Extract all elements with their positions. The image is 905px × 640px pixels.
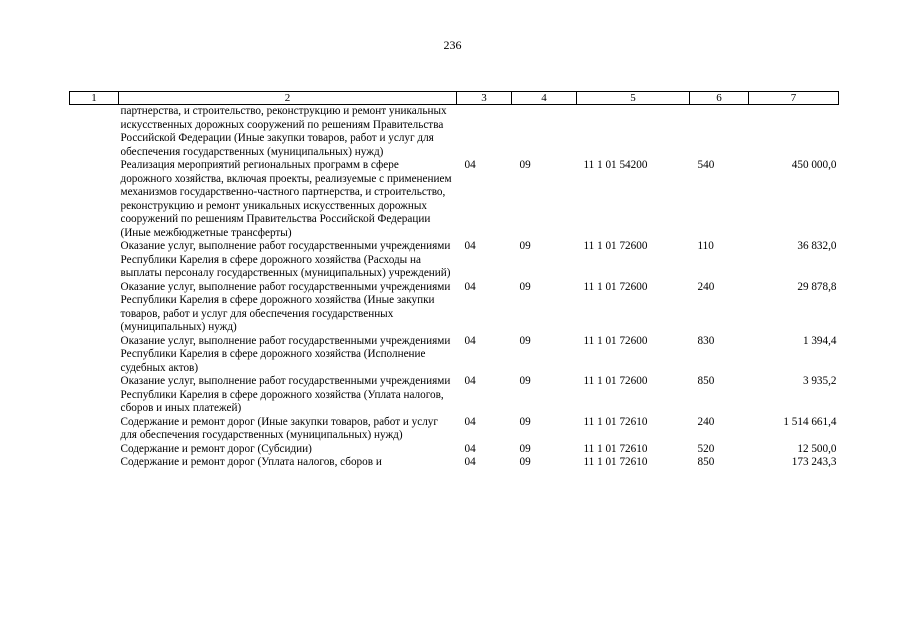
expense-name: Оказание услуг, выполнение работ государственными учреждениями Республики Карелия в сфере дорожного хозяйства (Уплата налогов, сборов и иных платежей): [120, 375, 451, 414]
target-article-code: 11 1 01 72610: [583, 442, 648, 455]
expense-name: Реализация мероприятий региональных программ в сфере дорожного хозяйства, включая проекты, реализуемые с применением механизмов государственно-частного партнерства, и строительство, реконструкцию и ремонт уникальных искусственных дорожных сооружений по решениям Правительства Российской Федерации (Иные межбюджетные трансферты): [120, 159, 452, 239]
row-number-cell: [70, 159, 119, 240]
column-header-4: 4: [512, 92, 577, 105]
section-code: [457, 105, 512, 160]
subsection-code: 09: [519, 375, 531, 387]
column-header-1: 1: [70, 92, 119, 105]
table-row: [70, 375, 839, 416]
subsection-code: 09: [519, 456, 531, 468]
subsection-code: 09: [519, 415, 531, 428]
column-header-7: 7: [749, 92, 839, 105]
table-row: [70, 281, 839, 335]
column-header-5: 5: [577, 92, 690, 105]
table-row: [70, 105, 839, 160]
section-code: 04: [464, 334, 476, 347]
section-code: 04: [464, 456, 476, 468]
expense-type-code: 850: [697, 456, 715, 468]
section-code: 04: [464, 442, 476, 455]
table-row: [70, 456, 839, 470]
table-row: [70, 416, 839, 443]
expense-name: Оказание услуг, выполнение работ государственными учреждениями Республики Карелия в сфере дорожного хозяйства (Иные закупки товаров, работ и услуг для обеспечения государственных (муниципальных) нужд): [120, 280, 451, 333]
subsection-code: [512, 105, 577, 160]
column-header-3: 3: [457, 92, 512, 105]
row-number-cell: [70, 240, 119, 281]
expense-type-code: 830: [697, 334, 715, 347]
expense-type-code: 240: [697, 415, 715, 428]
table-row: [70, 335, 839, 376]
target-article-code: 11 1 01 72610: [583, 415, 648, 428]
expense-type-code: 850: [697, 375, 715, 387]
table-row: [70, 159, 839, 240]
page-number: 236: [443, 38, 462, 52]
row-number-cell: [70, 416, 119, 443]
target-article-code: 11 1 01 72600: [583, 280, 648, 293]
row-number-cell: [70, 456, 119, 470]
expense-name: Содержание и ремонт дорог (Субсидии): [120, 442, 312, 455]
expense-type-code: 520: [697, 442, 715, 455]
column-header-2: 2: [119, 92, 457, 105]
amount: 29 878,8: [797, 280, 837, 293]
subsection-code: 09: [519, 442, 531, 455]
section-code: 04: [464, 280, 476, 293]
amount: 173 243,3: [791, 456, 837, 468]
row-number-cell: [70, 281, 119, 335]
amount: 12 500,0: [797, 442, 837, 455]
section-code: 04: [464, 375, 476, 387]
amount: [749, 105, 839, 160]
target-article-code: 11 1 01 72600: [583, 375, 648, 387]
subsection-code: 09: [519, 159, 531, 171]
expense-name: Оказание услуг, выполнение работ государственными учреждениями Республики Карелия в сфере дорожного хозяйства (Исполнение судебных актов): [120, 334, 451, 374]
expense-name: Содержание и ремонт дорог (Уплата налогов, сборов и: [120, 456, 382, 468]
table-row: [70, 443, 839, 457]
expense-type-code: 110: [697, 240, 714, 252]
header-row: [70, 92, 839, 105]
target-article-code: 11 1 01 54200: [583, 159, 648, 171]
row-number-cell: [70, 375, 119, 416]
expense-type-code: [690, 105, 749, 160]
section-code: 04: [464, 240, 476, 252]
amount: 1 514 661,4: [783, 415, 837, 428]
subsection-code: 09: [519, 334, 531, 347]
row-number-cell: [70, 443, 119, 457]
target-article-code: 11 1 01 72600: [583, 240, 648, 252]
row-number-cell: [70, 335, 119, 376]
subsection-code: 09: [519, 240, 531, 252]
target-article-code: 11 1 01 72610: [583, 456, 648, 468]
row-number-cell: [70, 105, 119, 160]
table-row: [70, 240, 839, 281]
section-code: 04: [464, 415, 476, 428]
budget-table: [69, 91, 839, 470]
amount: 450 000,0: [791, 159, 837, 171]
expense-type-code: 540: [697, 159, 715, 171]
expense-name: Оказание услуг, выполнение работ государственными учреждениями Республики Карелия в сфере дорожного хозяйства (Расходы на выплаты персоналу государственных (муниципальных) учреждений): [120, 240, 451, 279]
amount: 1 394,4: [802, 334, 837, 347]
subsection-code: 09: [519, 280, 531, 293]
column-header-6: 6: [690, 92, 749, 105]
expense-name: Содержание и ремонт дорог (Иные закупки товаров, работ и услуг для обеспечения государственных (муниципальных) нужд): [120, 415, 438, 441]
target-article-code: [577, 105, 690, 160]
expense-name: партнерства, и строительство, реконструкцию и ремонт уникальных искусственных дорожных сооружений по решениям Правительства Российской Федерации (Иные закупки товаров, работ и услуг для обеспечения государственных (муниципальных) нужд): [120, 105, 447, 158]
amount: 36 832,0: [797, 240, 837, 252]
section-code: 04: [464, 159, 476, 171]
target-article-code: 11 1 01 72600: [583, 334, 648, 347]
expense-type-code: 240: [697, 280, 715, 293]
amount: 3 935,2: [802, 375, 837, 387]
